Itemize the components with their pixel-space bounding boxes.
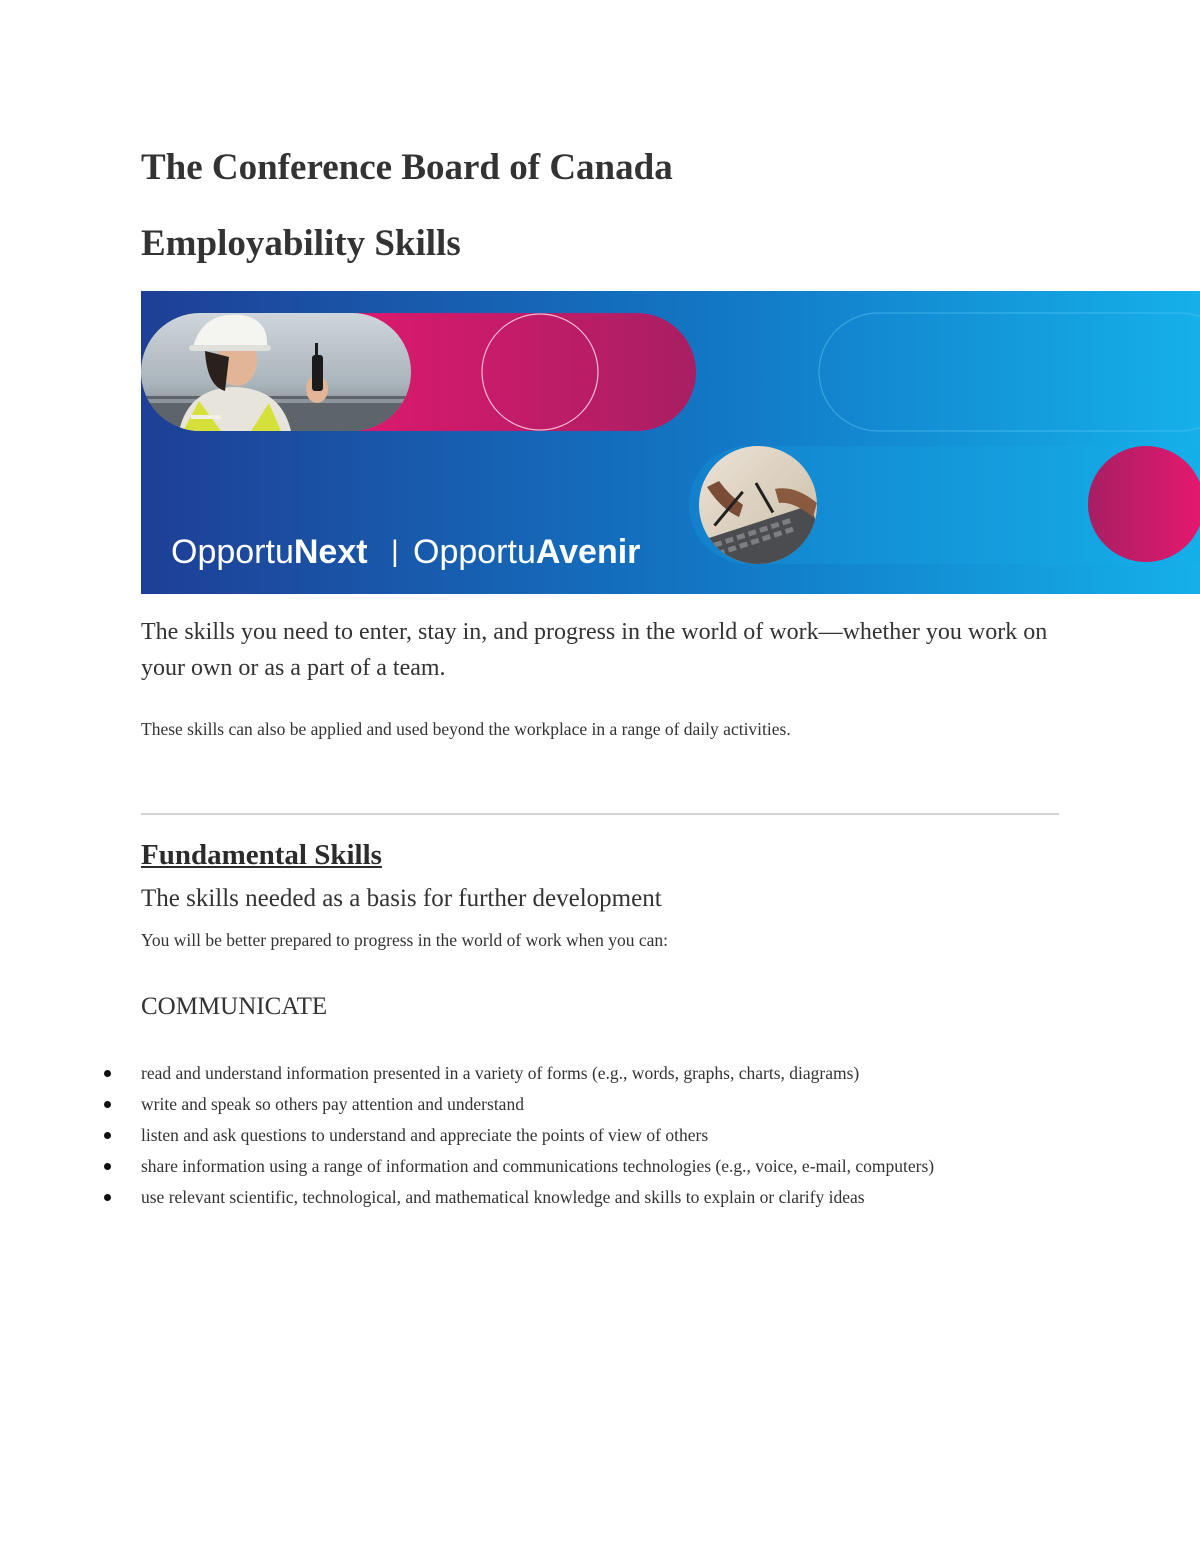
magenta-circle-shape <box>1088 446 1200 562</box>
brand-fr-light: Opportu <box>413 533 536 571</box>
skill-group-title: COMMUNICATE <box>141 993 328 1020</box>
list-item-text: share information using a range of information and communications technologies (e.g., voice, e-mail, computers) <box>141 1156 935 1176</box>
organization-title: The Conference Board of Canada <box>141 147 673 188</box>
list-item <box>0 1151 1200 1182</box>
list-item <box>0 1182 1200 1213</box>
section-divider <box>141 813 1059 815</box>
list-item <box>0 1058 1200 1089</box>
opportunext-banner <box>141 291 1200 594</box>
section-intro: You will be better prepared to progress in the world of work when you can: <box>141 930 668 950</box>
bullet-icon <box>104 1194 111 1201</box>
list-item <box>0 1120 1200 1151</box>
lead-paragraph: The skills you need to enter, stay in, and progress in the world of work—whether you work on your own or as a part of a team. <box>141 619 1048 681</box>
brand-en-bold: Next <box>293 533 368 571</box>
section-subheading: The skills needed as a basis for further development <box>141 885 662 912</box>
document-title: Employability Skills <box>141 223 461 264</box>
bullet-icon <box>104 1163 111 1170</box>
list-item <box>0 1089 1200 1120</box>
svg-text:OpportuNext <box>171 533 368 571</box>
brand-fr-bold: Avenir <box>535 533 641 571</box>
bullet-icon <box>104 1132 111 1139</box>
bullet-icon <box>104 1101 111 1108</box>
brand-en-light: Opportu <box>171 533 294 571</box>
brand-separator: | <box>391 535 399 568</box>
list-item-text: use relevant scientific, technological, and mathematical knowledge and skills to explain or clarify ideas <box>141 1187 865 1207</box>
secondary-paragraph: These skills can also be applied and used beyond the workplace in a range of daily activities. <box>141 719 791 739</box>
bullet-icon <box>104 1070 111 1077</box>
list-item-text: read and understand information presented in a variety of forms (e.g., words, graphs, charts, diagrams) <box>141 1063 860 1083</box>
list-item-text: write and speak so others pay attention and understand <box>141 1094 524 1114</box>
skill-list <box>0 1058 1200 1213</box>
svg-text:OpportuAvenir <box>413 533 640 571</box>
section-heading: Fundamental Skills <box>141 839 382 871</box>
list-item-text: listen and ask questions to understand and appreciate the points of view of others <box>141 1125 709 1145</box>
worker-photo <box>141 313 411 431</box>
